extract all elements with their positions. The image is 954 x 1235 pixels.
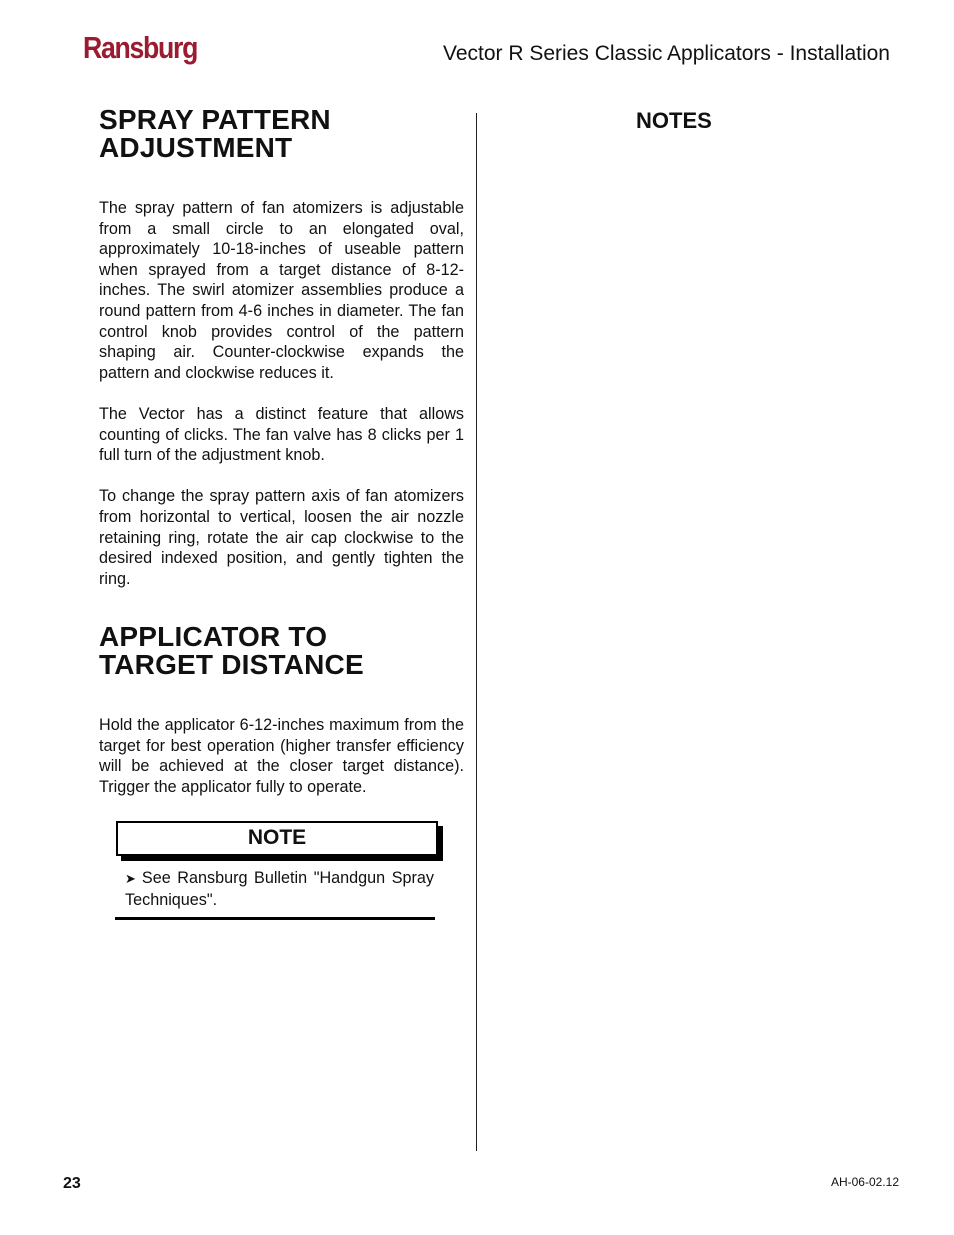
left-column <box>99 106 464 798</box>
distance-paragraph: Hold the applicator 6-12-inches maximum from the target for best operation (higher transfer efficiency will be achieved at the closer target distance). Trigger the applicator fully to operate. <box>99 716 464 797</box>
document-code: AH-06-02.12 <box>830 1175 899 1189</box>
document-title: Vector R Series Classic Applicators - Installation <box>442 42 890 65</box>
note-label: NOTE <box>247 826 307 849</box>
spray-pattern-heading <box>99 106 464 162</box>
note-text <box>125 868 434 910</box>
note-body: See Ransburg Bulletin "Handgun Spray Techniques". <box>125 869 434 909</box>
note-bottom-rule <box>115 917 435 920</box>
notes-heading: NOTES <box>636 108 712 133</box>
page-number: 23 <box>63 1175 81 1192</box>
heading-line: SPRAY PATTERN <box>99 104 331 135</box>
spray-paragraph-3: To change the spray pattern axis of fan atomizers from horizontal to vertical, loosen the air nozzle retaining ring, rotate the air cap clockwise to the desired indexed position, and gently tighten the ring. <box>99 487 464 588</box>
target-distance-heading <box>99 623 464 679</box>
column-divider <box>476 113 477 1151</box>
heading-line: TARGET DISTANCE <box>99 649 364 681</box>
spray-paragraph-1: The spray pattern of fan atomizers is adjustable from a small circle to an elongated oval, approximately 10-18-inches of useable pattern when sprayed from a target distance of 8-12-inches. The swirl atomizer assemblies produce a round pattern from 4-6 inches in diameter. The fan control knob provides control of the pattern shaping air. Counter-clockwise expands the pattern and clockwise reduces it. <box>99 199 464 382</box>
note-box <box>116 821 438 856</box>
heading-line: ADJUSTMENT <box>99 132 293 163</box>
ransburg-logo: Ransburg <box>83 30 198 65</box>
arrowhead-bullet-icon: ➤ <box>125 871 136 886</box>
spray-paragraph-2: The Vector has a distinct feature that allows counting of clicks. The fan valve has 8 clicks per 1 full turn of the adjustment knob. <box>99 404 464 465</box>
heading-line: APPLICATOR TO <box>99 621 328 653</box>
